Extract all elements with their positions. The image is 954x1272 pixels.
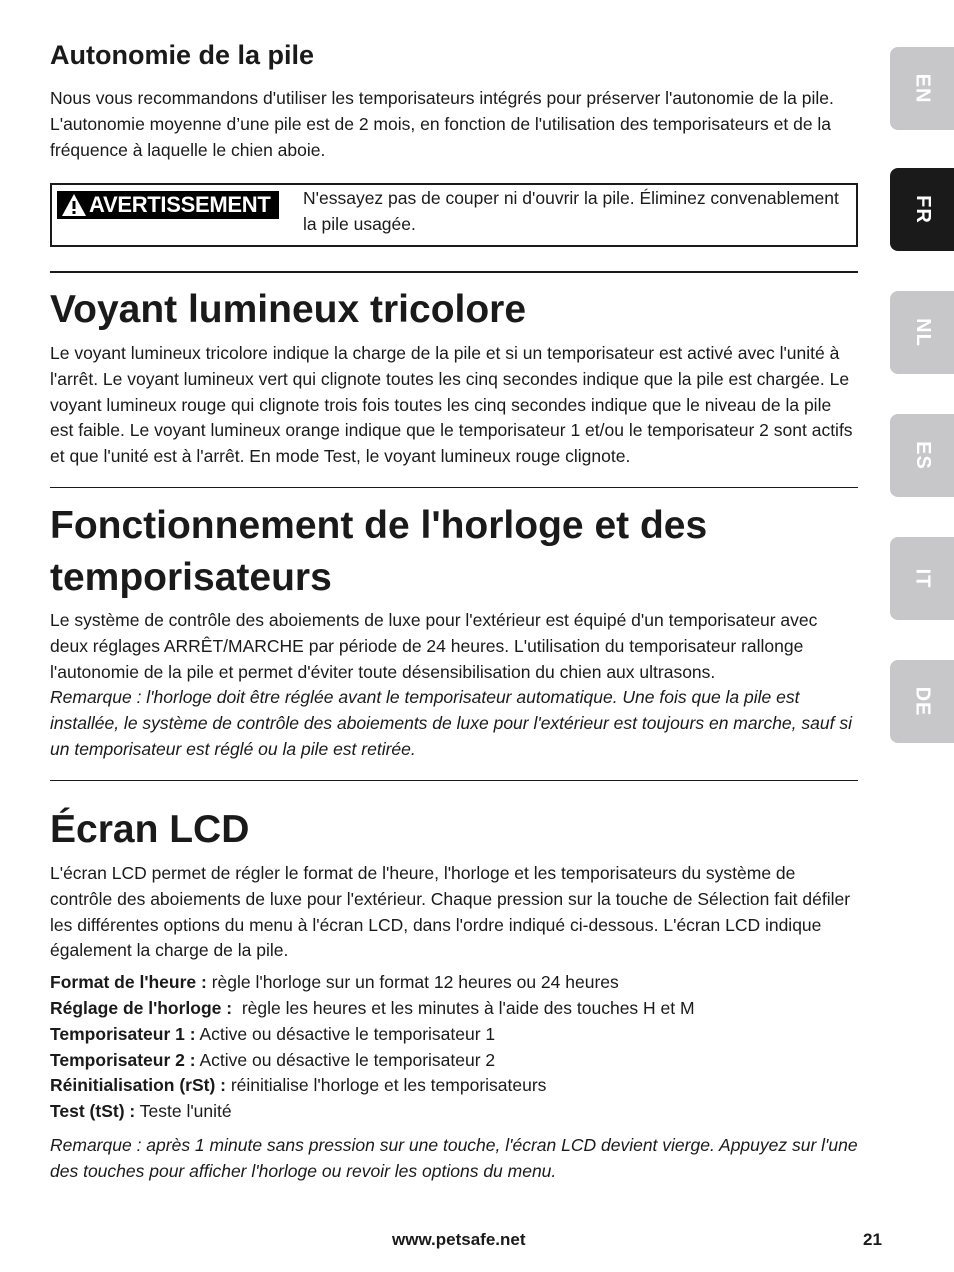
section-divider bbox=[50, 780, 858, 781]
list-item: Réinitialisation (rSt) : réinitialise l'horloge et les temporisateurs bbox=[50, 1075, 547, 1096]
warning-text: N'essayez pas de couper ni d'ouvrir la pile. Éliminez convenablement la pile usagée. bbox=[303, 188, 839, 234]
clock-body bbox=[50, 608, 858, 763]
lcd-text: L'écran LCD permet de régler le format de l'heure, l'horloge et les temporisateurs du système de contrôle des aboiements de luxe pour l'extérieur. Chaque pression sur la touche de Sélection fait défiler les différentes options du menu à l'écran LCD, dans l'ordre indiqué ci-dessous. L'écran LCD indique également la charge de la pile. bbox=[50, 863, 851, 961]
lcd-heading: Écran LCD bbox=[50, 808, 250, 851]
light-heading: Voyant lumineux tricolore bbox=[50, 288, 527, 331]
list-item: Temporisateur 2 : Active ou désactive le temporisateur 2 bbox=[50, 1049, 496, 1070]
tab-it[interactable]: IT bbox=[890, 537, 954, 620]
tab-de[interactable]: DE bbox=[890, 660, 954, 743]
tab-fr[interactable]: FR bbox=[890, 168, 954, 251]
section-divider bbox=[50, 271, 858, 273]
list-item: Temporisateur 1 : Active ou désactive le temporisateur 1 bbox=[50, 1023, 496, 1044]
warning-triangle-icon bbox=[61, 193, 87, 217]
tab-nl[interactable]: NL bbox=[890, 291, 954, 374]
clock-heading-line1: Fonctionnement de l'horloge et des bbox=[50, 504, 708, 547]
battery-text: Nous vous recommandons d'utiliser les temporisateurs intégrés pour préserver l'autonomie de la pile. L'autonomie moyenne d’une pile est de 2 mois, en fonction de l'utilisation des temporisateurs et de la fréquence à laquelle le chien aboie. bbox=[50, 88, 834, 160]
clock-text: Le système de contrôle des aboiements de luxe pour l'extérieur est équipé d'un temporisateur avec deux réglages ARRÊT/MARCHE par période de 24 heures. L'utilisation du temporisateur rallonge l'autonomie de la pile et permet d'éviter toute désensibilisation du chien aux ultrasons. bbox=[50, 610, 818, 682]
warning-label bbox=[57, 191, 279, 219]
page-number: 21 bbox=[863, 1230, 882, 1249]
footer-url[interactable]: www.petsafe.net bbox=[392, 1230, 526, 1249]
lcd-menu-list bbox=[50, 970, 858, 1125]
warning-label-text: AVERTISSEMENT bbox=[89, 192, 271, 217]
list-item: Test (tSt) : Teste l'unité bbox=[50, 1101, 232, 1122]
lcd-note: Remarque : après 1 minute sans pression sur une touche, l'écran LCD devient vierge. Appuyez sur l'une des touches pour afficher l'horloge ou revoir les options du menu. bbox=[50, 1134, 858, 1181]
clock-note: Remarque : l'horloge doit être réglée avant le temporisateur automatique. Une fois que la pile est installée, le système de contrôle des aboiements de luxe pour l'extérieur est toujours en marche, sauf si un temporisateur est réglé ou la pile est retirée. bbox=[50, 687, 852, 759]
list-item: Format de l'heure : règle l'horloge sur un format 12 heures ou 24 heures bbox=[50, 972, 619, 993]
warning-box bbox=[50, 183, 858, 247]
clock-heading-line2: temporisateurs bbox=[50, 556, 332, 599]
tab-es[interactable]: ES bbox=[890, 414, 954, 497]
tab-en[interactable]: EN bbox=[890, 47, 954, 130]
list-item: Réglage de l'horloge : règle les heures et les minutes à l'aide des touches H et M bbox=[50, 997, 695, 1018]
light-text: Le voyant lumineux tricolore indique la charge de la pile et si un temporisateur est activé avec l'unité à l'arrêt. Le voyant lumineux vert qui clignote toutes les cinq secondes indique que la pile est chargée. Le voyant lumineux rouge qui clignote trois fois toutes les cinq secondes indique que le niveau de la pile est faible. Le voyant lumineux orange indique que le temporisateur 1 et/ou le temporisateur 2 sont actifs et que l'unité est à l'arrêt. En mode Test, le voyant lumineux rouge clignote. bbox=[50, 343, 853, 467]
battery-heading: Autonomie de la pile bbox=[50, 40, 315, 70]
lcd-body bbox=[50, 861, 858, 1185]
section-divider bbox=[50, 487, 858, 488]
